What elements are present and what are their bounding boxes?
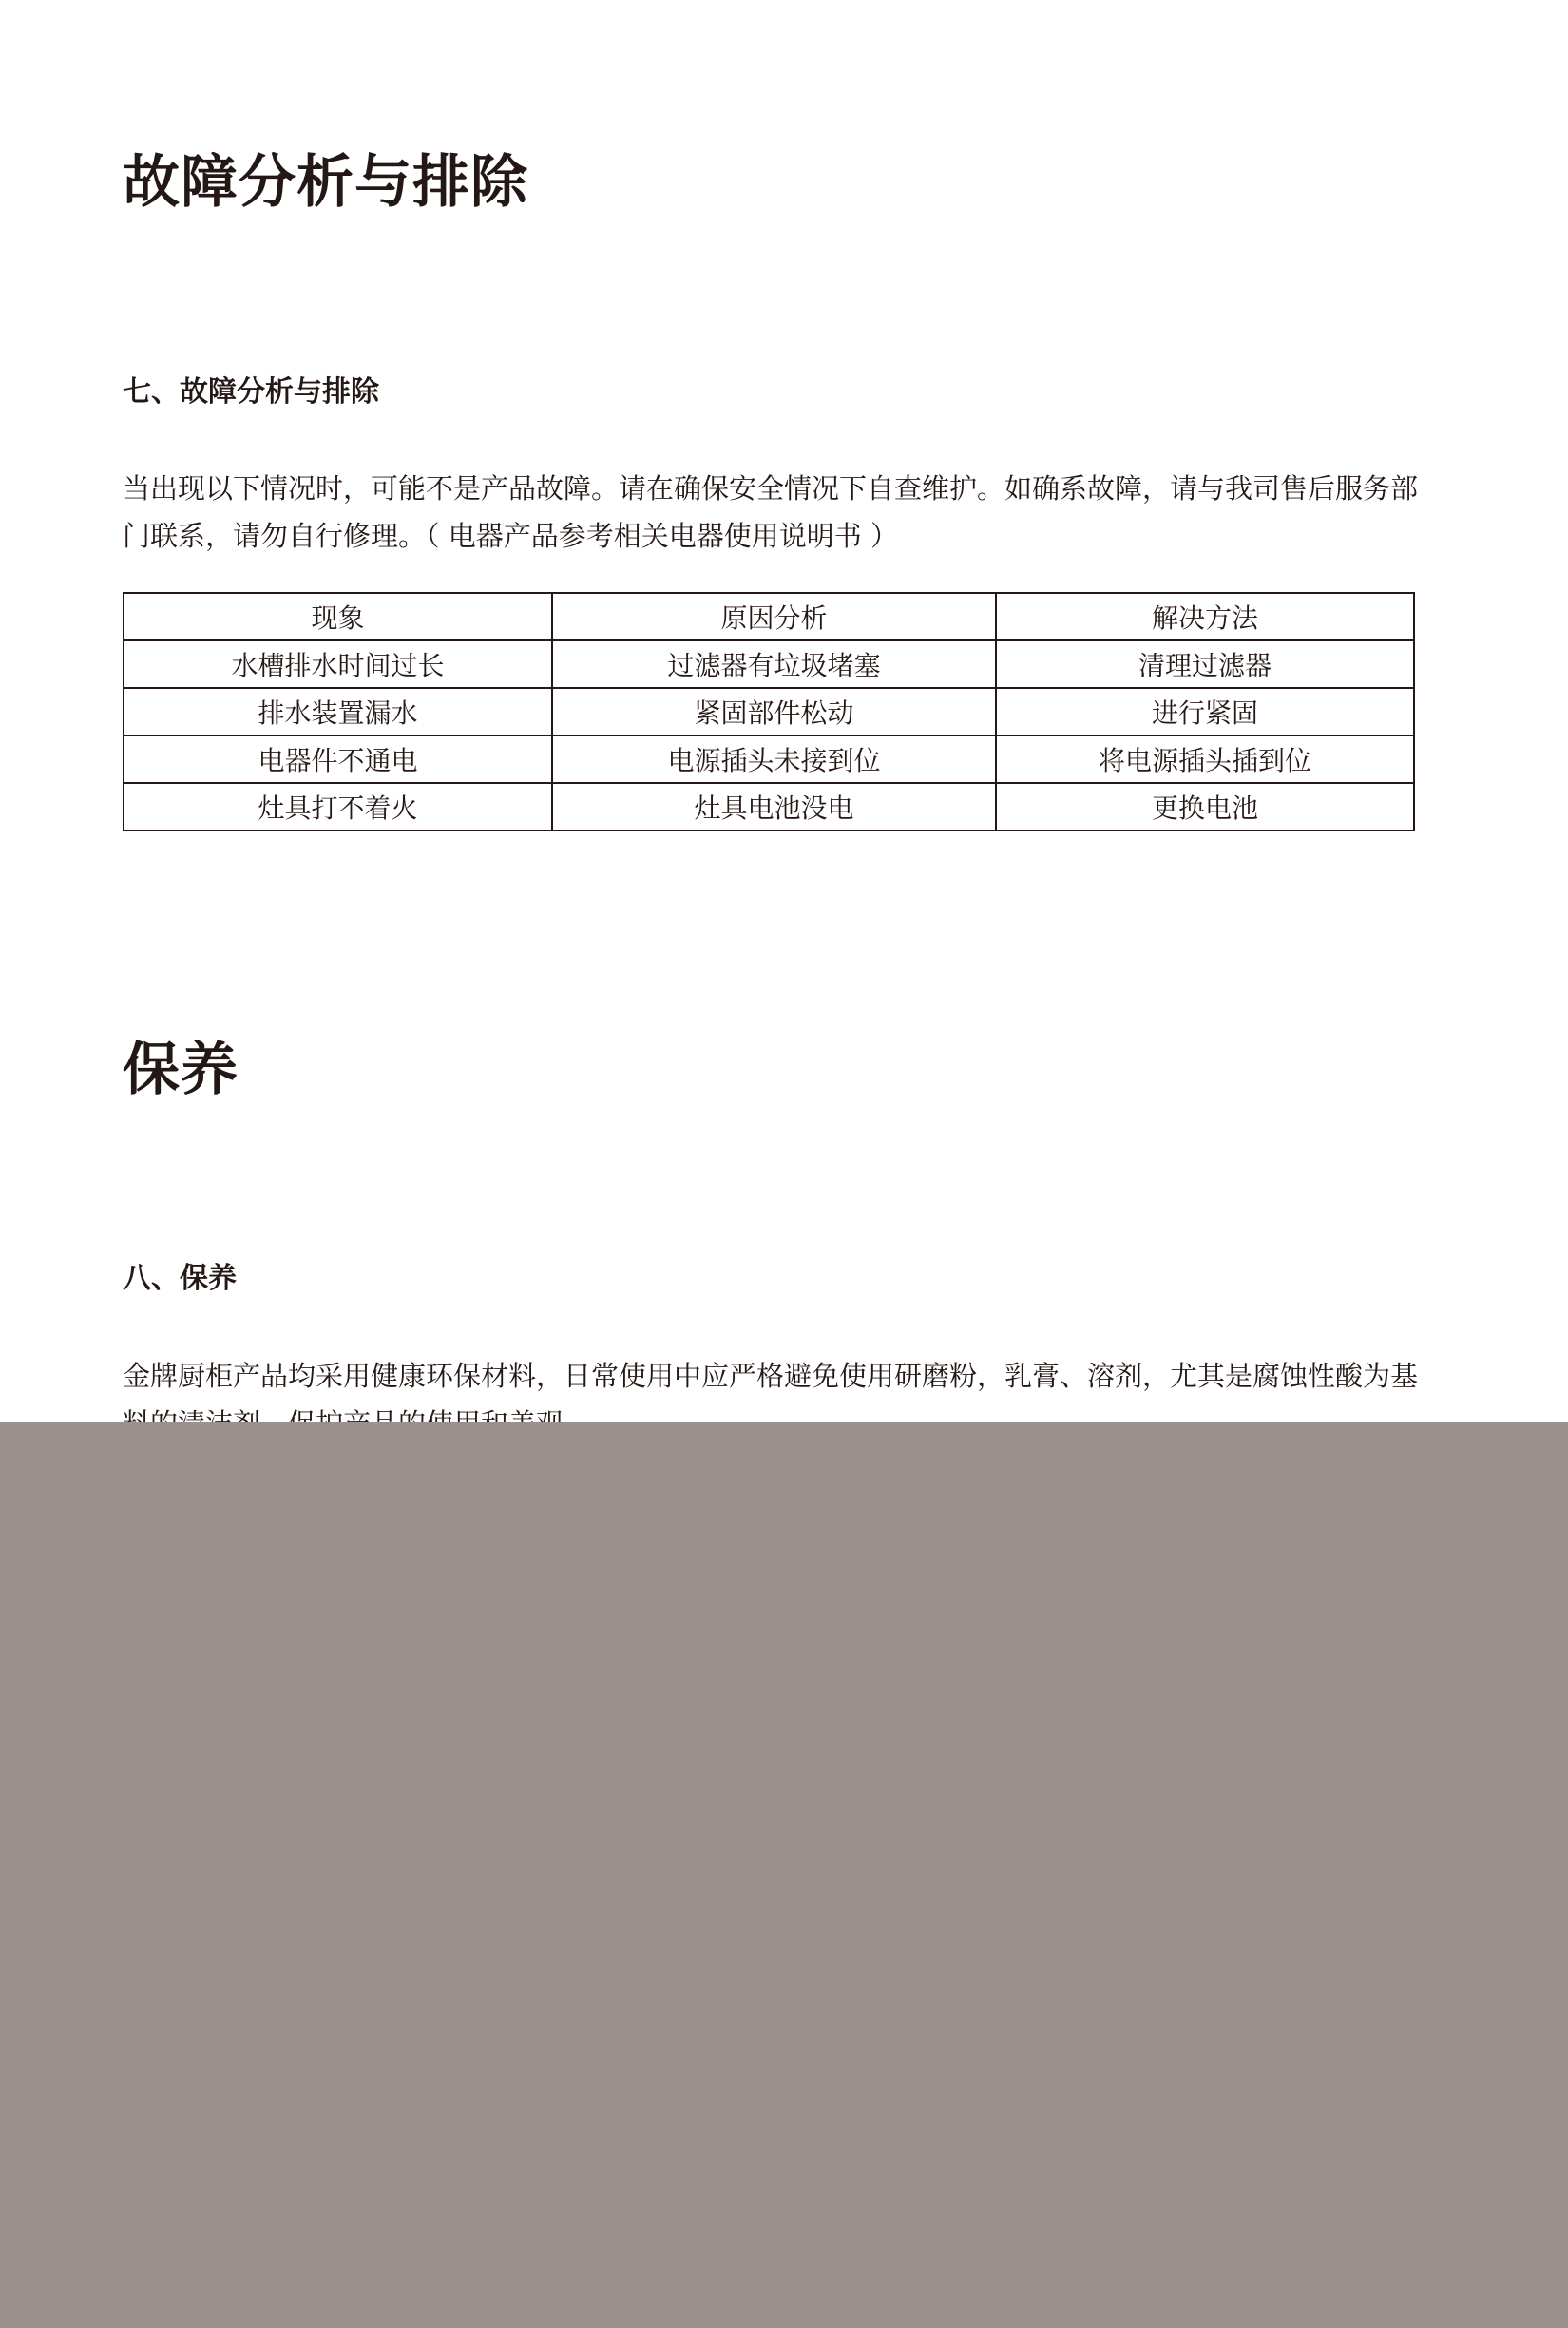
gray-overlay-panel bbox=[0, 1422, 1568, 2328]
table-cell-symptom: 灶具打不着火 bbox=[124, 783, 552, 830]
section-subtitle-troubleshooting: 七、故障分析与排除 bbox=[123, 375, 379, 409]
section-title-troubleshooting: 故障分析与排除 bbox=[123, 149, 528, 216]
table-row bbox=[124, 783, 1414, 830]
table-cell-cause: 灶具电池没电 bbox=[552, 783, 996, 830]
table-cell-cause: 过滤器有垃圾堵塞 bbox=[552, 640, 996, 688]
column-header-solution: 解决方法 bbox=[996, 593, 1414, 640]
maintenance-paragraph: 金牌厨柜产品均采用健康环保材料，日常使用中应严格避免使用研磨粉，乳膏、溶剂，尤其是腐蚀性酸为基 bbox=[123, 1360, 1419, 1392]
table-row bbox=[124, 735, 1414, 783]
section-title-maintenance: 保养 bbox=[123, 1037, 239, 1103]
table-cell-cause: 紧固部件松动 bbox=[552, 688, 996, 735]
table-cell-solution: 清理过滤器 bbox=[996, 640, 1414, 688]
table-row bbox=[124, 640, 1414, 688]
table-header-row bbox=[124, 593, 1414, 640]
column-header-symptom: 现象 bbox=[124, 593, 552, 640]
table-cell-symptom: 排水装置漏水 bbox=[124, 688, 552, 735]
table-cell-symptom: 电器件不通电 bbox=[124, 735, 552, 783]
troubleshooting-table bbox=[123, 592, 1415, 831]
table-cell-solution: 更换电池 bbox=[996, 783, 1414, 830]
troubleshooting-intro-paragraph: 当出现以下情况时，可能不是产品故障。请在确保安全情况下自查维护。如确系故障，请与我司售后服务部门联系，请勿自行修理。（ 电器产品参考相关电器使用说明书 ） bbox=[123, 472, 1419, 552]
section-subtitle-maintenance: 八、保养 bbox=[123, 1262, 237, 1295]
table-cell-solution: 进行紧固 bbox=[996, 688, 1414, 735]
table-row bbox=[124, 688, 1414, 735]
table-cell-solution: 将电源插头插到位 bbox=[996, 735, 1414, 783]
column-header-cause: 原因分析 bbox=[552, 593, 996, 640]
table-cell-cause: 电源插头未接到位 bbox=[552, 735, 996, 783]
table-cell-symptom: 水槽排水时间过长 bbox=[124, 640, 552, 688]
